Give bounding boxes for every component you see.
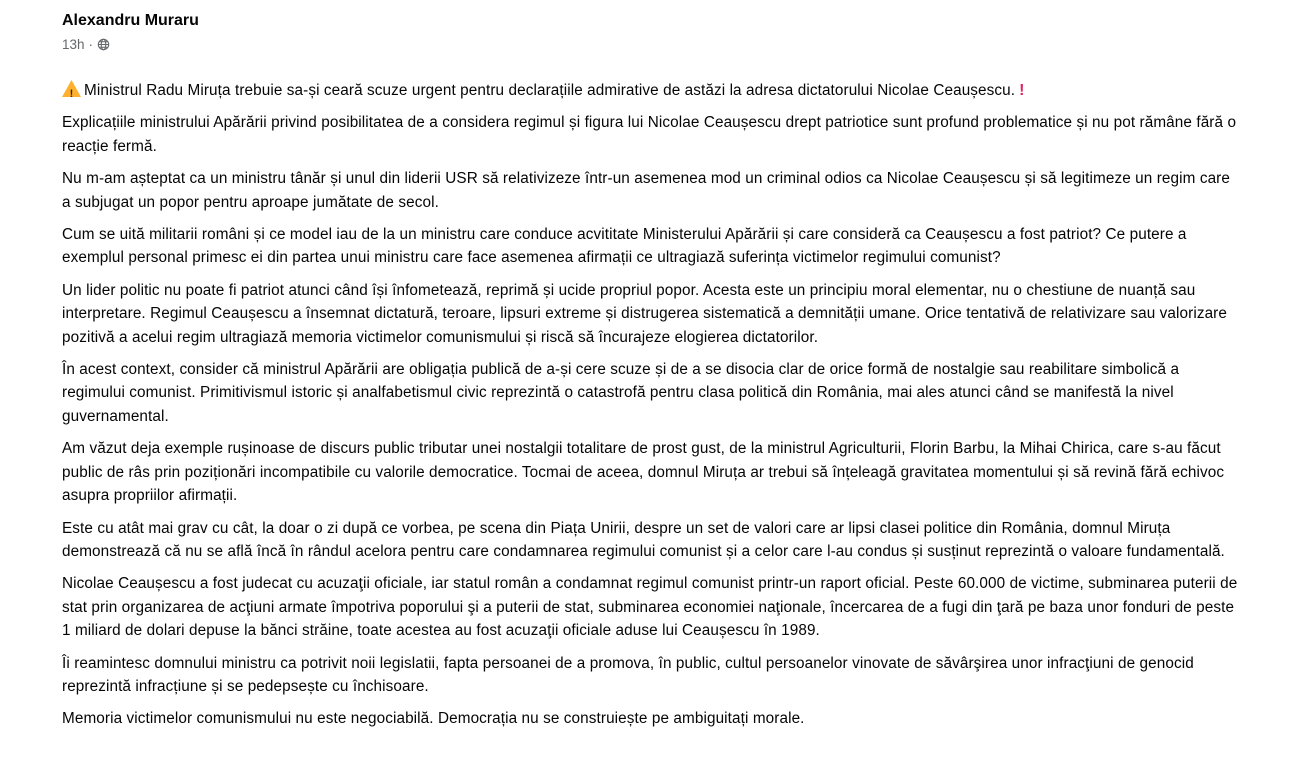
post-paragraph: În acest context, consider că ministrul Apărării are obligația publică de a-și cere scuze și de a se disocia clar de orice formă de nostalgie sau reabilitare simbolică a regimului comunist. Primitivismul istoric și analfabetismul civic reprezintă o catastrofă pentru clasa politică din România, mai ales atunci când se manifestă la nivel guvernamental. [62,361,1180,425]
red-exclamation-icon: ! [1019,82,1025,99]
post-body [62,79,1238,731]
post-paragraph: Am văzut deja exemple rușinoase de discurs public tributar unei nostalgii totalitare de prost gust, de la ministrul Agriculturii, Florin Barbu, la Mihai Chirica, care s-au făcut public de râs prin poziționări incompatibile cu valorile democratice. Tocmai de aceea, domnul Miruța ar trebui să înțeleagă gravitatea momentului și să revină fără echivoc asupra propriilor afirmații. [62,440,1225,505]
post-paragraph: Nicolae Ceaușescu a fost judecat cu acuzaţii oficiale, iar statul român a condamnat regimul comunist printr-un raport oficial. Peste 60.000 de victime, subminarea puterii de stat prin organizarea de acţiuni armate împotriva poporului şi a puterii de stat, subminarea economiei naţionale, încercarea de a fugi din ţară pe baza unor fonduri de peste 1 miliard de dolari depuse la bănci străine, toate acestea au fost acuzaţii oficiale aduse lui Ceaușescu în 1989. [62,575,1238,640]
post-paragraph: Este cu atât mai grav cu cât, la doar o zi după ce vorbea, pe scena din Piața Unirii, despre un set de valori care ar lipsi clasei politice din România, domnul Miruța demonstrează că nu se află încă în rândul acelora pentru care condamnarea regimului comunist și a celor care l-au condus și susținut reprezintă o valoare fundamentală. [62,519,1225,560]
post-paragraph: Îi reamintesc domnului ministru ca potrivit noii legislatii, fapta persoanei de a promova, în public, cultul persoanelor vinovate de săvârşirea unor infracţiuni de genocid reprezintă infracțiune și se pedepsește cu închisoare. [62,654,1194,695]
post-paragraph: Explicațiile ministrului Apărării privind posibilitatea de a considera regimul și figura lui Nicolae Ceaușescu drept patriotice sunt profund problematice și nu pot rămâne fără o reacție fermă. [62,114,1237,155]
post-meta [62,36,1238,53]
warning-icon [62,80,81,97]
post-paragraph: Cum se uită militarii români și ce model iau de la un ministru care conduce acvititate Ministerului Apărării și care consideră ca Ceaușescu a fost patriot? Ce putere a exemplul personal primesc ei din partea unui ministru care face asemenea afirmații ce ultragiază suferința victimelor regimului comunist? [62,226,1187,267]
post-header [62,10,1238,53]
post-paragraph: Memoria victimelor comunismului nu este negociabilă. Democrația nu se construiește pe ambiguitați morale. [62,710,805,728]
post-paragraph-lead [62,79,1238,102]
timestamp[interactable]: 13h [62,37,85,52]
globe-icon [97,38,110,51]
post-paragraph: Nu m-am așteptat ca un ministru tânăr și unul din liderii USR să relativizeze într-un asemenea mod un criminal odios ca Nicolae Ceaușescu și să legitimeze un regim care a subjugat un popor pentru aproape jumătate de secol. [62,170,1230,211]
post-paragraph: Un lider politic nu poate fi patriot atunci când își înfometează, reprimă și ucide propriul popor. Acesta este un principiu moral elementar, nu o chestiune de nuanță sau interpretare. Regimul Ceaușescu a însemnat dictatură, teroare, lipsuri extreme și distrugerea sistematică a demnității umane. Orice tentativă de relativizare sau valorizare pozitivă a acelui regim ultragiază memoria victimelor comunismului și riscă să încurajeze elogierea dictatorilor. [62,281,1227,346]
meta-separator: · [88,37,94,52]
author-name[interactable]: Alexandru Muraru [62,12,199,29]
lead-text: Ministrul Radu Miruța trebuie sa-și ceară scuze urgent pentru declarațiile admirative de astăzi la adresa dictatorului Nicolae Ceaușescu. [84,82,1016,99]
